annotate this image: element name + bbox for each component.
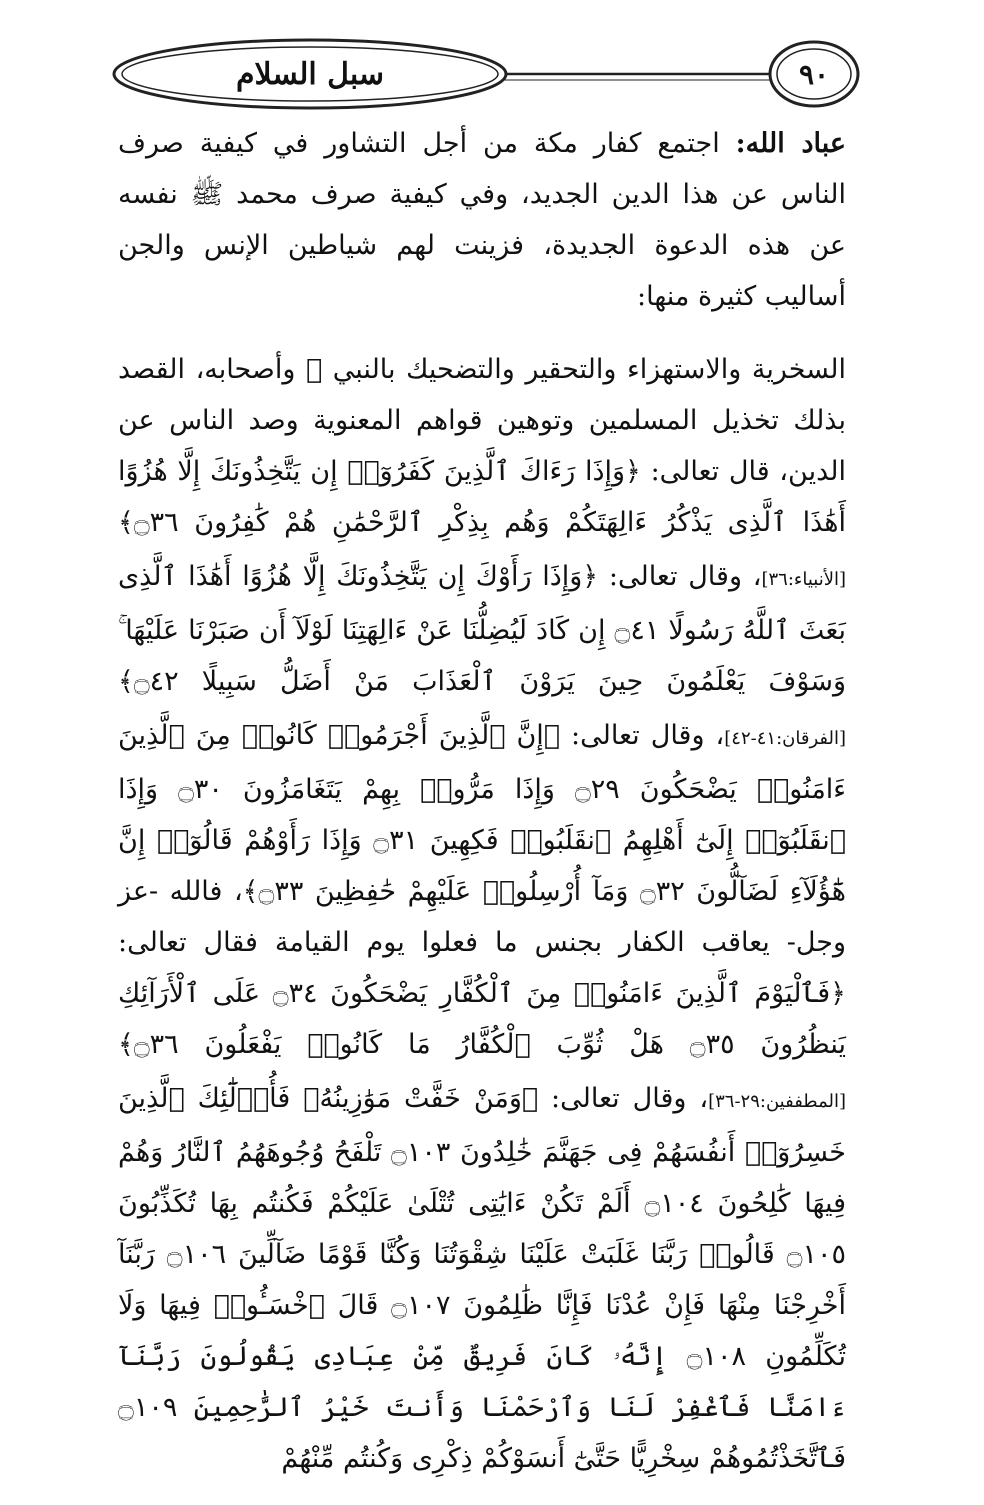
quran-verse-anbiya: ﴿وَإِذَا رَءَاكَ ٱلَّذِينَ كَفَرُوٓا۟ إِن يَتَّخِذُونَكَ إِلَّا هُزُوًا أَهَٰذَا ٱلَّذِى يَذْكُرُ ءَالِهَتَكُمْ وَهُم بِذِكْرِ ٱلرَّحْمَٰنِ هُمْ كَٰفِرُونَ ۝٣٦﴾ [118, 456, 846, 538]
paragraph-mockery [118, 344, 846, 1484]
quran-verse-muminun: ﴿وَمَنْ خَفَّتْ مَوَٰزِينُهُۥ فَأُو۟لَٰٓئِكَ ٱلَّذِينَ خَسِرُوٓا۟ أَنفُسَهُمْ فِى جَهَنَّمَ خَٰلِدُونَ ۝١٠٣ تَلْفَحُ وُجُوهَهُمُ ٱلنَّارُ وَهُمْ فِيهَا كَٰلِحُونَ ۝١٠٤ أَلَمْ تَكُنْ ءَايَٰتِى تُتْلَىٰ عَلَيْكُمْ فَكُنتُم بِهَا تُكَذِّبُونَ ۝١٠٥ قَالُوا۟ رَبَّنَا غَلَبَتْ عَلَيْنَا شِقْوَتُنَا وَكُنَّا قَوْمًا ضَآلِّينَ ۝١٠٦ رَبَّنَآ أَخْرِجْنَا مِنْهَا فَإِنْ عُدْنَا فَإِنَّا ظَٰلِمُونَ ۝١٠٧ قَالَ ٱخْسَـُٔوا۟ فِيهَا وَلَا تُكَلِّمُونِ ۝١٠٨ إِنَّهُۥ كَانَ فَرِيقٌ مِّنْ عِبَادِى يَقُولُونَ رَبَّنَآ ءَامَنَّا فَٱغْفِرْ لَنَا وَٱرْحَمْنَا وَأَنتَ خَيْرُ ٱلرَّٰحِمِينَ ۝١٠٩ فَٱتَّخَذْتُمُوهُمْ سِخْرِيًّا حَتَّىٰٓ أَنسَوْكُمْ ذِكْرِى وَكُنتُم مِّنْهُمْ [118, 1083, 847, 1474]
reference-mutaffifin: [المطففين:٢٩-٣٦] [708, 1091, 846, 1112]
text-segment: ، وقال تعالى: [560, 720, 725, 751]
intro-text: اجتمع كفار مكة من أجل التشاور في كيفية صرف الناس عن هذا الدين الجديد، وفي كيفية صرف محمد ﷺ نفسه عن هذه الدعوة الجديدة، فزينت لهم شياطين الإنس والجن أساليب كثيرة منها: [118, 128, 846, 312]
book-title: سبل السلام [235, 56, 385, 92]
quran-verse-furqan: ﴿وَإِذَا رَأَوْكَ إِن يَتَّخِذُونَكَ إِلَّا هُزُوًا أَهَٰذَا ٱلَّذِى بَعَثَ ٱللَّهُ رَسُولًا ۝٤١ إِن كَادَ لَيُضِلُّنَا عَنْ ءَالِهَتِنَا لَوْلَآ أَن صَبَرْنَا عَلَيْهَا ۚ وَسَوْفَ يَعْلَمُونَ حِينَ يَرَوْنَ ٱلْعَذَابَ مَنْ أَضَلُّ سَبِيلًا ۝٤٢﴾ [118, 561, 846, 697]
intro-lead: عباد الله: [735, 128, 846, 159]
text-segment: السخرية والاستهزاء والتحقير والتضحيك بالنبي ﷺ وأصحابه، القصد بذلك تخذيل المسلمين وتوهين قواهم المعنوية وصد الناس عن الدين، قال تعالى: [118, 354, 846, 487]
quran-verse-mutaffifin-1: ﴿إِنَّ ٱلَّذِينَ أَجْرَمُوا۟ كَانُوا۟ مِنَ ٱلَّذِينَ ءَامَنُوا۟ يَضْحَكُونَ ۝٢٩ وَإِذَا مَرُّوا۟ بِهِمْ يَتَغَامَزُونَ ۝٣٠ وَإِذَا ٱنقَلَبُوٓا۟ إِلَىٰٓ أَهْلِهِمُ ٱنقَلَبُوا۟ فَكِهِينَ ۝٣١ وَإِذَا رَأَوْهُمْ قَالُوٓا۟ إِنَّ هَٰٓؤُلَآءِ لَضَآلُّونَ ۝٣٢ وَمَآ أُرْسِلُوا۟ عَلَيْهِمْ حَٰفِظِينَ ۝٣٣﴾ [118, 720, 846, 907]
reference-anbiya: [الأنبياء:٣٦] [761, 569, 846, 590]
page-body [118, 118, 846, 1484]
text-segment: ، وقال تعالى: [538, 1083, 709, 1114]
quran-verse-mutaffifin-2: ﴿فَٱلْيَوْمَ ٱلَّذِينَ ءَامَنُوا۟ مِنَ ٱلْكُفَّارِ يَضْحَكُونَ ۝٣٤ عَلَى ٱلْأَرَآئِكِ يَنظُرُونَ ۝٣٥ هَلْ ثُوِّبَ ٱلْكُفَّارُ مَا كَانُوا۟ يَفْعَلُونَ ۝٣٦﴾ [118, 978, 846, 1060]
reference-furqan: [الفرقان:٤١-٤٢] [724, 728, 846, 749]
text-segment: ، وقال تعالى: [598, 561, 762, 592]
text-segment: ، فالله -عز وجل- يعاقب الكفار بجنس ما فعلوا يوم القيامة فقال تعالى: [118, 876, 846, 958]
paragraph-intro [118, 118, 846, 322]
page-number: ٩٠ [798, 57, 830, 91]
page-header [0, 0, 984, 130]
